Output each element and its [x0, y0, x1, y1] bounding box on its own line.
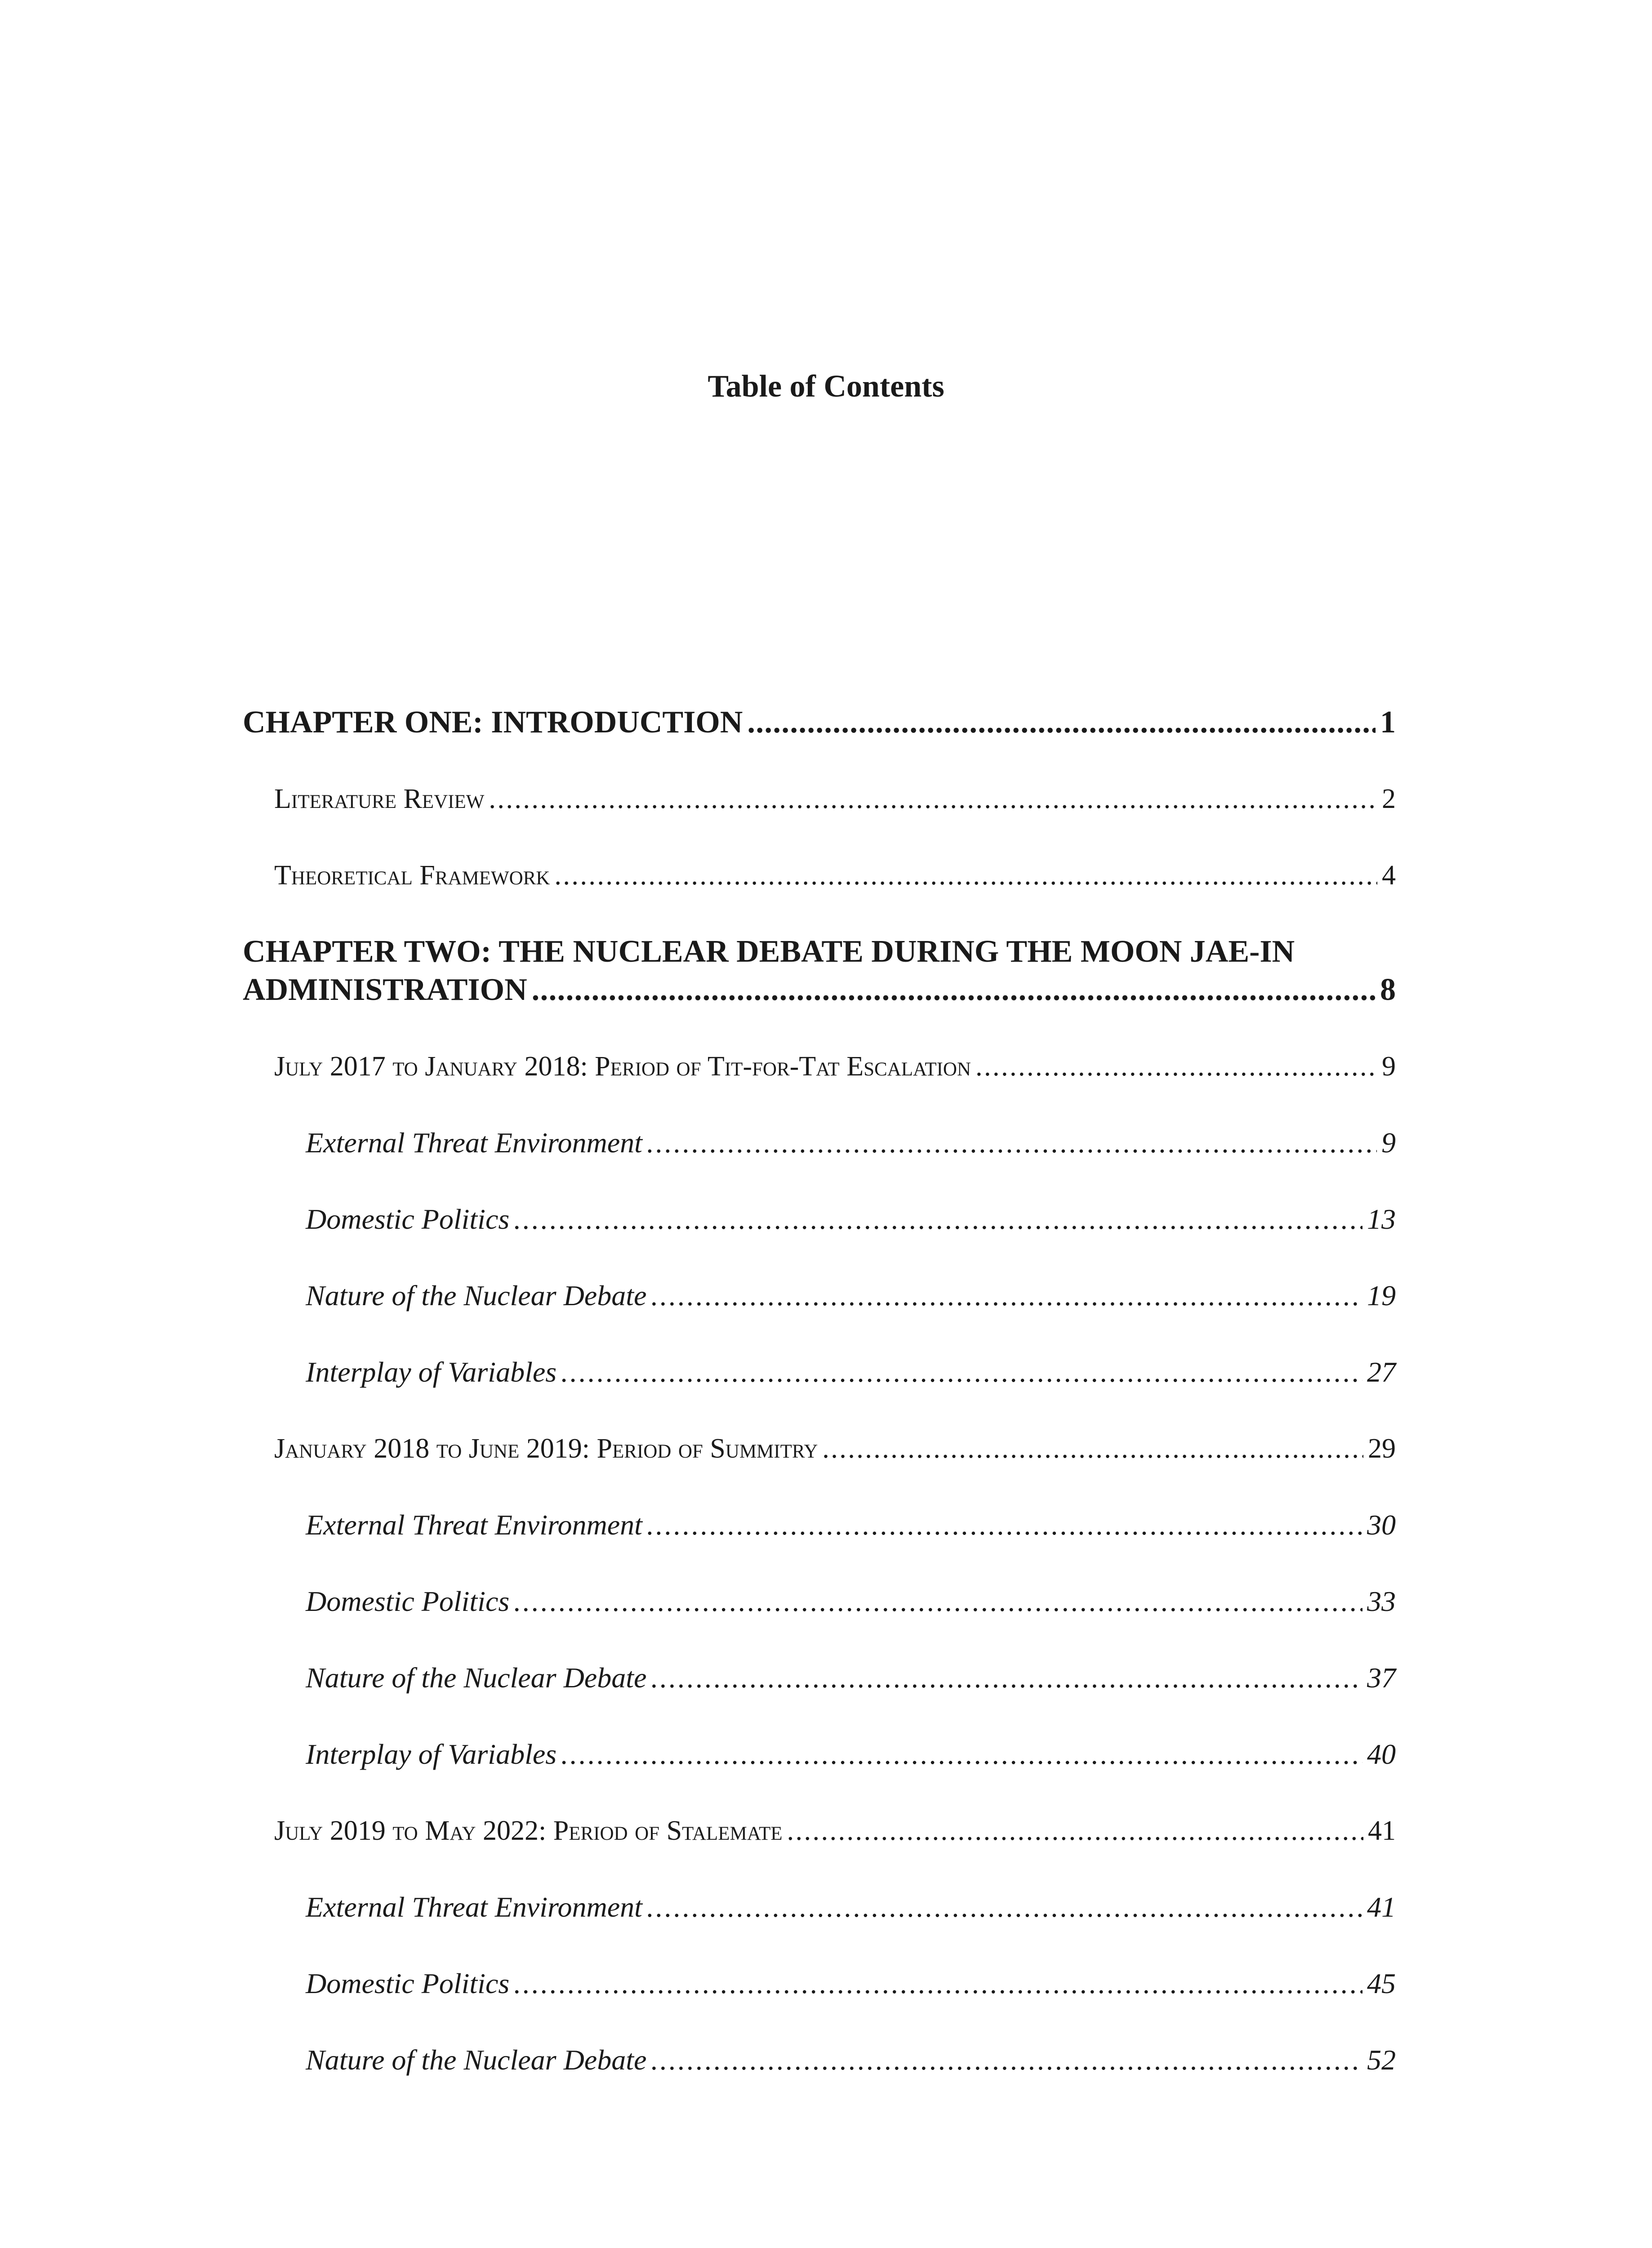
toc-entry-label: Interplay of Variables: [306, 1738, 557, 1770]
toc-entry-label: CHAPTER ONE: INTRODUCTION: [243, 705, 743, 740]
toc-page-number: 4: [1382, 860, 1396, 891]
toc-page-number: 8: [1380, 972, 1396, 1007]
toc-entry-label: July 2019 to May 2022: Period of Stalemate: [274, 1815, 783, 1846]
toc-entry-label: July 2017 to January 2018: Period of Tit-for-Tat Escalation: [274, 1051, 971, 1082]
toc-entry-subsection[interactable]: [306, 1277, 1396, 1315]
toc-entry-label: CHAPTER TWO: THE NUCLEAR DEBATE DURING THE MOON JAE-IN: [243, 934, 1295, 969]
toc-entry-subsection[interactable]: [306, 1506, 1396, 1544]
toc-entry-label: Interplay of Variables: [306, 1356, 557, 1388]
toc-page-number: 19: [1367, 1280, 1396, 1311]
toc-entry-label: External Threat Environment: [306, 1509, 642, 1541]
toc-entry-subsection[interactable]: [306, 1965, 1396, 2003]
toc-page-number: 1: [1380, 705, 1396, 740]
toc-entry-chapter-two-line2[interactable]: [243, 971, 1396, 1009]
toc-page-number: 9: [1381, 1127, 1396, 1159]
dot-leader: [514, 1583, 1363, 1620]
toc-page-number: 33: [1367, 1585, 1396, 1617]
dot-leader: [554, 856, 1377, 894]
toc-entry-chapter-one[interactable]: [243, 704, 1396, 741]
toc-entry-section[interactable]: [274, 1430, 1396, 1467]
toc-entry-subsection[interactable]: [306, 1124, 1396, 1162]
toc-entry-subsection[interactable]: [306, 1200, 1396, 1238]
toc-entry-label: Literature Review: [274, 784, 485, 814]
toc-page-number: 13: [1367, 1203, 1396, 1235]
toc-entry-section[interactable]: [274, 856, 1396, 894]
toc-page-number: 2: [1382, 784, 1396, 814]
toc-entry-label: Domestic Politics: [306, 1203, 510, 1235]
toc-page-number: 40: [1367, 1738, 1396, 1770]
dot-leader: [651, 1659, 1363, 1697]
toc-page-number: 41: [1368, 1815, 1396, 1846]
toc-entry-subsection[interactable]: [306, 1583, 1396, 1620]
dot-leader: [787, 1812, 1363, 1850]
toc-entry-subsection[interactable]: [306, 1735, 1396, 1773]
dot-leader: [822, 1430, 1363, 1467]
toc-entry-label: ADMINISTRATION: [243, 972, 527, 1007]
toc-entry-subsection[interactable]: [306, 1353, 1396, 1391]
dot-leader: [651, 1277, 1363, 1315]
toc-entry-chapter-two-line1[interactable]: [243, 933, 1396, 971]
toc-page-number: 9: [1382, 1051, 1396, 1082]
dot-leader: [975, 1048, 1377, 1085]
dot-leader: [647, 1506, 1363, 1544]
toc-entry-label: External Threat Environment: [306, 1127, 642, 1159]
toc-entry-subsection[interactable]: [306, 2041, 1396, 2079]
dot-leader: [489, 780, 1377, 818]
toc-entry-label: Nature of the Nuclear Debate: [306, 2044, 647, 2076]
toc-entry-label: Nature of the Nuclear Debate: [306, 1280, 647, 1311]
page-title: Table of Contents: [708, 369, 944, 404]
toc-entry-label: January 2018 to June 2019: Period of Summitry: [274, 1433, 818, 1464]
dot-leader: [561, 1353, 1363, 1391]
toc-entry-label: Domestic Politics: [306, 1967, 510, 1999]
dot-leader: [561, 1735, 1363, 1773]
dot-leader: [651, 2041, 1363, 2079]
dot-leader: [514, 1200, 1363, 1238]
toc-entry-label: External Threat Environment: [306, 1891, 642, 1923]
toc-page-number: 37: [1367, 1662, 1396, 1694]
dot-leader: [747, 704, 1376, 741]
dot-leader: [647, 1888, 1363, 1926]
dot-leader: [532, 971, 1376, 1009]
toc-entry-section[interactable]: [274, 780, 1396, 818]
toc-page-number: 29: [1368, 1433, 1396, 1464]
toc-entry-section[interactable]: [274, 1812, 1396, 1850]
toc-entry-label: Domestic Politics: [306, 1585, 510, 1617]
toc-entry-subsection[interactable]: [306, 1659, 1396, 1697]
toc-page-number: 27: [1367, 1356, 1396, 1388]
dot-leader: [514, 1965, 1363, 2003]
toc-entry-label: Theoretical Framework: [274, 860, 550, 891]
toc-entry-section[interactable]: [274, 1048, 1396, 1085]
toc-entry-label: Nature of the Nuclear Debate: [306, 1662, 647, 1694]
toc-page-number: 30: [1367, 1509, 1396, 1541]
toc-page-number: 52: [1367, 2044, 1396, 2076]
dot-leader: [647, 1124, 1377, 1162]
toc-page-number: 45: [1367, 1967, 1396, 1999]
toc-entry-subsection[interactable]: [306, 1888, 1396, 1926]
toc-page-number: 41: [1367, 1891, 1396, 1923]
